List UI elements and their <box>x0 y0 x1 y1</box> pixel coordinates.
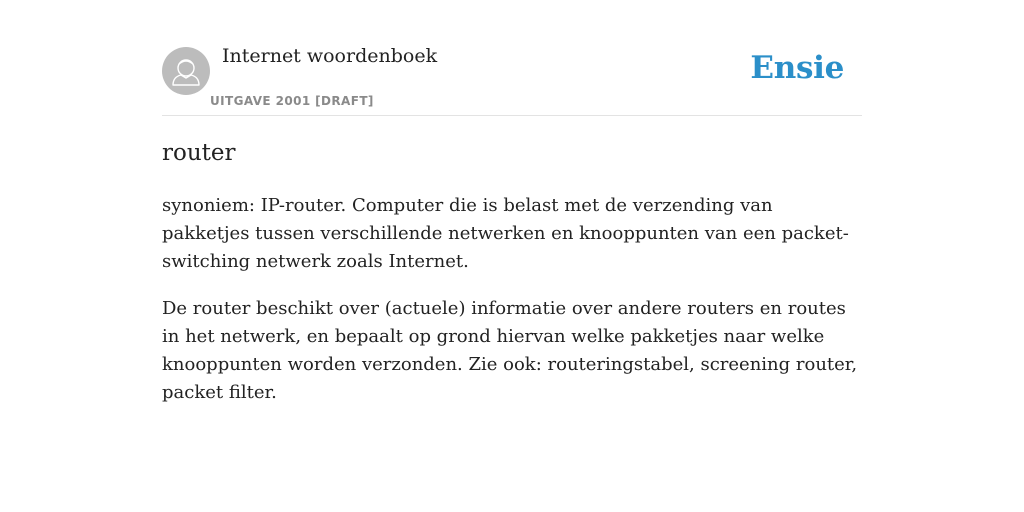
entry-definition-paragraph: synoniem: IP-router. Computer die is belast met de verzending van pakketjes tussen verschillende netwerken en knooppunten van een packet-switching netwerk zoals Internet. <box>162 195 849 272</box>
dictionary-header <box>162 0 862 116</box>
entry-term: router <box>162 140 236 166</box>
page-content <box>162 0 862 403</box>
entry-definition-paragraph: De router beschikt over (actuele) informatie over andere routers en routes in het netwerk, en bepaalt op grond hiervan welke pakketjes naar welke knooppunten worden verzonden. Zie ook: routeringstabel, screening router, packet filter. <box>162 298 858 403</box>
dictionary-title-link[interactable]: Internet woordenboek <box>222 45 438 67</box>
user-silhouette-icon <box>162 47 210 95</box>
edition-label: UITGAVE 2001 [DRAFT] <box>210 94 374 108</box>
avatar[interactable] <box>162 47 210 95</box>
ensie-logo[interactable]: Ensie <box>750 50 844 86</box>
